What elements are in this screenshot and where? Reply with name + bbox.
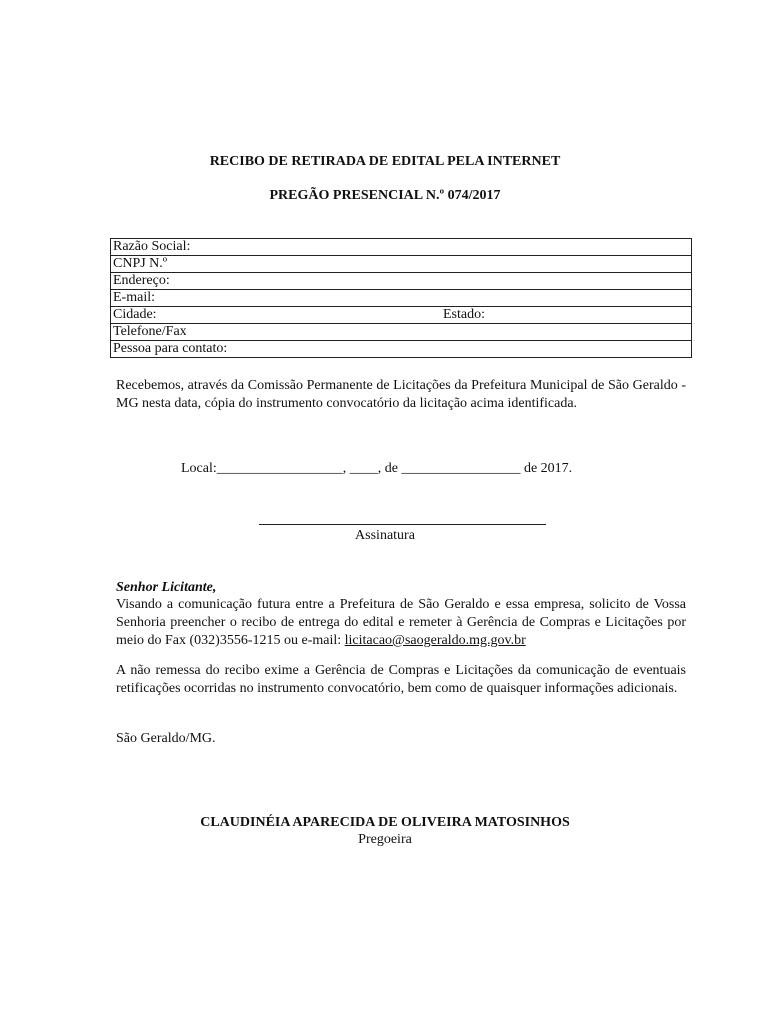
- endereco-field[interactable]: [111, 273, 692, 290]
- document-title: RECIBO DE RETIRADA DE EDITAL PELA INTERNET: [209, 154, 561, 169]
- cnpj-label: CNPJ N.º: [113, 256, 168, 271]
- contato-field[interactable]: [111, 341, 692, 358]
- contato-label: Pessoa para contato:: [113, 341, 228, 356]
- instructions-text: Visando a comunicação futura entre a Prefeitura de São Geraldo e essa empresa, solicito de Vossa Senhoria preencher o recibo de entrega do edital e remeter à Gerência de Compras e Licitações por meio do Fax (032)3556-1215 ou e-mail:: [116, 597, 686, 648]
- cidade-label: Cidade:: [113, 307, 157, 322]
- signature-line: [259, 524, 546, 525]
- endereco-label: Endereço:: [113, 273, 170, 288]
- instructions-paragraph: [116, 596, 686, 650]
- signer-role: Pregoeira: [358, 832, 412, 847]
- signer-name: CLAUDINÉIA APARECIDA DE OLIVEIRA MATOSINHOS: [200, 815, 570, 830]
- local-date-line: Local:__________________, ____, de _________________ de 2017.: [181, 461, 573, 476]
- email-label: E-mail:: [113, 290, 155, 305]
- receipt-paragraph: Recebemos, através da Comissão Permanente de Licitações da Prefeitura Municipal de São Geraldo - MG nesta data, cópia do instrumento convocatório da licitação acima identificada.: [116, 378, 686, 411]
- document-subtitle: PREGÃO PRESENCIAL N.º 074/2017: [269, 188, 501, 203]
- salutation: Senhor Licitante,: [116, 580, 217, 595]
- contact-email-link[interactable]: licitacao@saogeraldo.mg.gov.br: [344, 633, 526, 648]
- email-field[interactable]: [111, 290, 692, 307]
- telefone-label: Telefone/Fax: [113, 324, 187, 339]
- closing-location: São Geraldo/MG.: [116, 731, 216, 746]
- razao-social-field[interactable]: [111, 239, 692, 256]
- disclaimer-paragraph: A não remessa do recibo exime a Gerência de Compras e Licitações da comunicação de eventuais retificações ocorridas no instrumento convocatório, bem como de quaisquer informações adicionais.: [116, 663, 686, 696]
- estado-label: Estado:: [443, 307, 485, 322]
- telefone-field[interactable]: [111, 324, 692, 341]
- cidade-estado-field[interactable]: [111, 307, 692, 324]
- razao-social-label: Razão Social:: [113, 239, 191, 254]
- cnpj-field[interactable]: [111, 256, 692, 273]
- signature-label: Assinatura: [355, 528, 415, 543]
- company-info-form: [110, 238, 692, 358]
